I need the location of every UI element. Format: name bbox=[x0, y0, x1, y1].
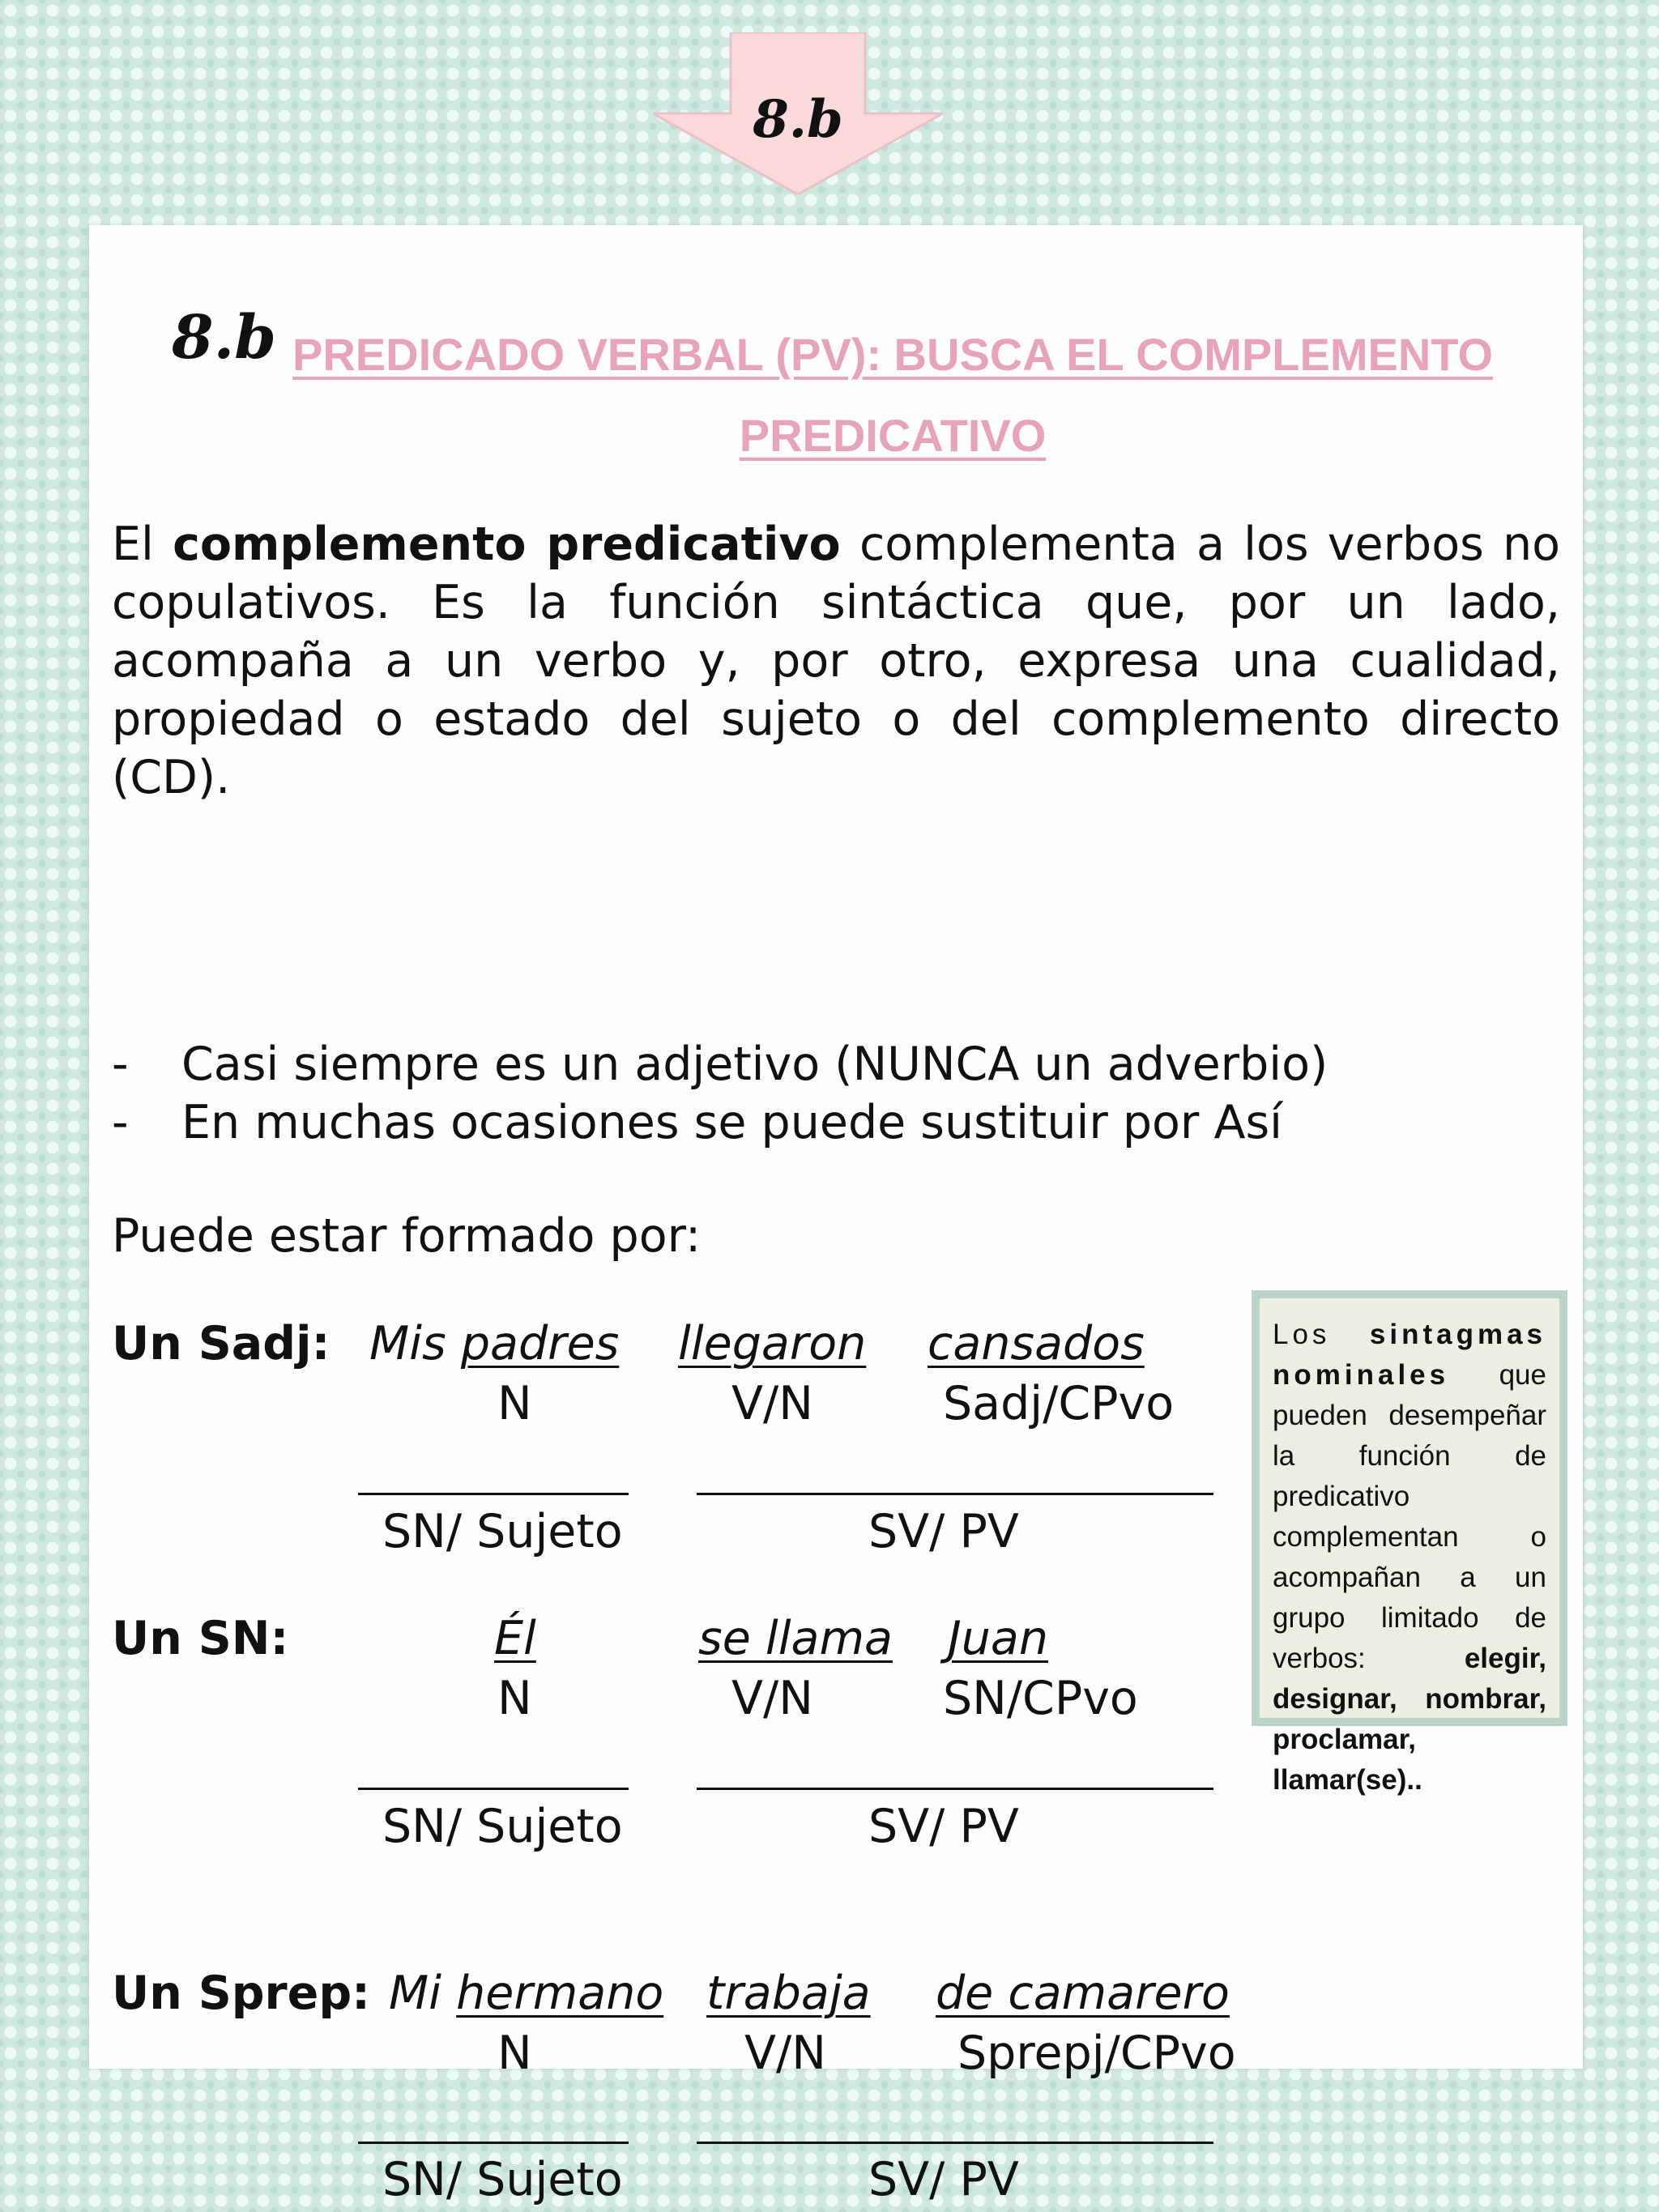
bullet-item: - En muchas ocasiones se puede sustituir por Así bbox=[112, 1093, 1328, 1152]
page-title-text: PREDICADO VERBAL (PV): BUSCA EL COMPLEMENTO PREDICATIVO bbox=[292, 329, 1494, 461]
example-determiner: Mi bbox=[389, 1967, 442, 2020]
subject-rule bbox=[358, 1788, 629, 1790]
tag-verb: V/N bbox=[731, 1377, 813, 1430]
example-subject: hermano bbox=[456, 1967, 664, 2020]
sn-label: SN/ Sujeto bbox=[382, 1505, 623, 1558]
example-subject: Él bbox=[494, 1612, 536, 1665]
note-bold-verbs: elegir, designar, nombrar, proclamar, llamar(se) bbox=[1273, 1643, 1546, 1796]
bullet-list bbox=[112, 1035, 1328, 1152]
subject-rule bbox=[358, 2142, 629, 2144]
page-title bbox=[251, 314, 1534, 476]
example-complement: Juan bbox=[948, 1612, 1048, 1665]
example-verb: se llama bbox=[698, 1612, 893, 1665]
tag-subject: N bbox=[497, 1377, 532, 1430]
arrow-badge-label: 8.b bbox=[753, 89, 843, 150]
intro-paragraph bbox=[112, 515, 1560, 807]
tag-complement: Sprepj/CPvo bbox=[957, 2027, 1236, 2080]
example-subject: padres bbox=[460, 1317, 620, 1370]
note-ellipsis: .. bbox=[1406, 1764, 1422, 1796]
sv-label: SV/ PV bbox=[868, 2153, 1019, 2206]
example-sentence-subject bbox=[389, 1967, 663, 2020]
tag-subject: N bbox=[497, 1672, 532, 1725]
example-complement: de camarero bbox=[936, 1967, 1230, 2020]
tag-verb: V/N bbox=[731, 1672, 813, 1725]
tag-verb: V/N bbox=[744, 2027, 826, 2080]
note-text: Los bbox=[1273, 1319, 1331, 1350]
tag-subject: N bbox=[497, 2027, 532, 2080]
content-card bbox=[89, 225, 1583, 2206]
sn-label: SN/ Sujeto bbox=[382, 2153, 623, 2206]
example-complement: cansados bbox=[928, 1317, 1145, 1370]
sv-label: SV/ PV bbox=[868, 1800, 1019, 1853]
subject-rule bbox=[358, 1493, 629, 1495]
predicate-rule bbox=[697, 2142, 1213, 2144]
predicate-rule bbox=[697, 1788, 1213, 1790]
example-verb: trabaja bbox=[706, 1967, 871, 2020]
note-text: que pueden desempeñar la función de predicativo complementan o acompañan a un grupo limitado de verbos: bbox=[1273, 1359, 1546, 1674]
sn-label: SN/ Sujeto bbox=[382, 1800, 623, 1853]
tag-complement: SN/CPvo bbox=[943, 1672, 1138, 1725]
intro-rest: complementa a los verbos no copulativos. Es la función sintáctica que, por un lado, acompaña a un verbo y, por otro, expresa una cualidad, propiedad o estado del sujeto o del complemento directo (CD). bbox=[112, 518, 1560, 804]
sv-label: SV/ PV bbox=[868, 1505, 1019, 1558]
lead-text: Puede estar formado por: bbox=[112, 1209, 702, 1263]
bullet-item: - Casi siempre es un adjetivo (NUNCA un adverbio) bbox=[112, 1035, 1328, 1093]
intro-bold-term: complemento predicativo bbox=[173, 518, 841, 571]
example-verb: llegaron bbox=[678, 1317, 867, 1370]
note-bold-term: sintagmas nominales bbox=[1273, 1319, 1546, 1391]
section-arrow-badge bbox=[653, 32, 943, 194]
title-section-tag: 8.b bbox=[172, 303, 276, 373]
example-sentence-subject bbox=[369, 1317, 619, 1370]
side-note bbox=[1252, 1290, 1567, 1796]
predicate-rule bbox=[697, 1493, 1213, 1495]
example-label: Un SN: bbox=[112, 1612, 289, 1665]
tag-complement: Sadj/CPvo bbox=[943, 1377, 1175, 1430]
example-label: Un Sprep: bbox=[112, 1967, 370, 2020]
example-determiner: Mis bbox=[369, 1317, 446, 1370]
example-label: Un Sadj: bbox=[112, 1317, 331, 1370]
intro-word: El bbox=[112, 518, 154, 571]
